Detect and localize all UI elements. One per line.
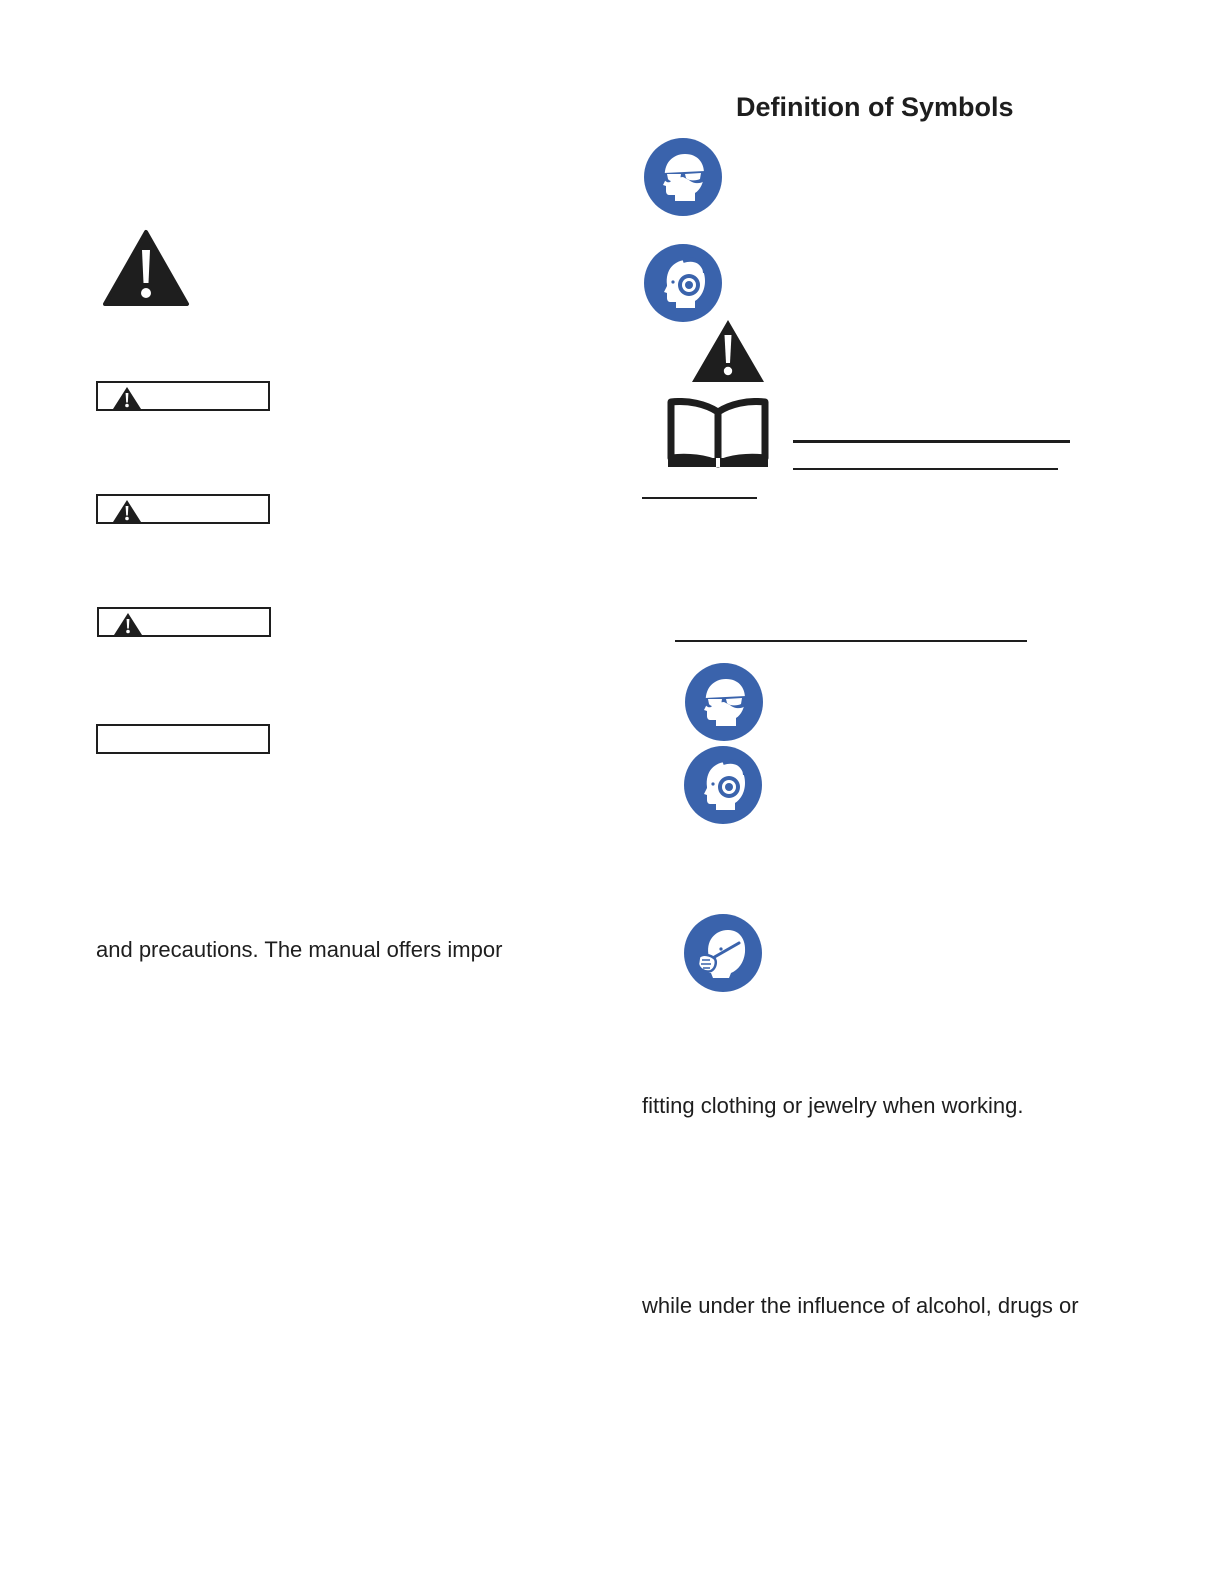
warning-triangle-icon bbox=[113, 612, 143, 636]
eye-protection-icon bbox=[643, 137, 723, 217]
underline-rule bbox=[642, 497, 757, 499]
eye-protection-icon bbox=[684, 662, 764, 742]
underline-rule bbox=[675, 640, 1027, 642]
signal-word-box-notice bbox=[96, 724, 270, 754]
right-text-fragment-influence: while under the influence of alcohol, drugs or bbox=[642, 1293, 1079, 1318]
signal-word-box-danger bbox=[96, 381, 270, 411]
underline-rule bbox=[793, 468, 1058, 470]
underline-rule bbox=[793, 440, 1070, 443]
page-title: Definition of Symbols bbox=[736, 92, 1014, 122]
warning-triangle-icon bbox=[112, 386, 142, 410]
signal-word-box-caution bbox=[97, 607, 271, 637]
hearing-protection-icon bbox=[683, 745, 763, 825]
hearing-protection-icon bbox=[643, 243, 723, 323]
signal-word-box-warning bbox=[96, 494, 270, 524]
warning-triangle-icon bbox=[690, 318, 766, 384]
read-manual-book-icon bbox=[666, 398, 770, 470]
respiratory-mask-icon bbox=[683, 913, 763, 993]
warning-triangle-icon bbox=[112, 499, 142, 523]
right-text-fragment-clothing: fitting clothing or jewelry when working. bbox=[642, 1093, 1024, 1118]
left-text-fragment: and precautions. The manual offers impor bbox=[96, 937, 503, 962]
large-warning-triangle-icon bbox=[101, 228, 191, 308]
